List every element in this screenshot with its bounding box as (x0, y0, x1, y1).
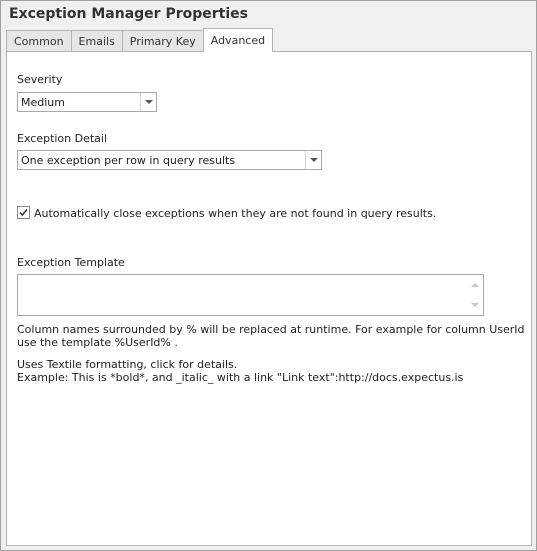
severity-dropdown[interactable] (17, 92, 157, 112)
exception-template-label: Exception Template (17, 256, 125, 269)
tab-advanced[interactable]: Advanced (203, 28, 273, 52)
textile-line: Uses Textile formatting, click for details. (17, 358, 238, 371)
help-line: use the template %UserId% . (17, 336, 178, 349)
severity-dropdown-button[interactable] (140, 93, 156, 111)
chevron-down-icon (310, 158, 318, 162)
exception-detail-label: Exception Detail (17, 132, 108, 145)
scroll-down-icon[interactable] (471, 303, 479, 307)
checkmark-icon (18, 207, 29, 218)
auto-close-checkbox[interactable] (17, 206, 30, 219)
textile-help-link[interactable] (17, 358, 463, 384)
tab-emails[interactable]: Emails (71, 30, 123, 52)
window-title: Exception Manager Properties (9, 6, 248, 22)
tab-common[interactable]: Common (6, 30, 72, 52)
exception-detail-value: One exception per row in query results (21, 154, 236, 167)
exception-detail-dropdown[interactable] (17, 150, 322, 170)
tab-primary-key[interactable]: Primary Key (122, 30, 204, 52)
template-scrollbar[interactable] (466, 275, 483, 315)
chevron-down-icon (145, 100, 153, 104)
auto-close-label[interactable]: Automatically close exceptions when they are not found in query results. (34, 207, 437, 220)
template-help-text (17, 323, 525, 349)
severity-label: Severity (17, 73, 63, 86)
tab-strip (6, 30, 272, 52)
advanced-panel (6, 51, 532, 546)
scroll-up-icon[interactable] (471, 283, 479, 287)
help-line: Column names surrounded by % will be replaced at runtime. For example for column UserId (17, 323, 525, 336)
exception-template-textarea[interactable] (17, 274, 484, 316)
exception-detail-dropdown-button[interactable] (305, 151, 321, 169)
textile-example: Example: This is *bold*, and _italic_ with a link "Link text":http://docs.expectus.is (17, 371, 464, 384)
severity-value: Medium (21, 96, 65, 109)
